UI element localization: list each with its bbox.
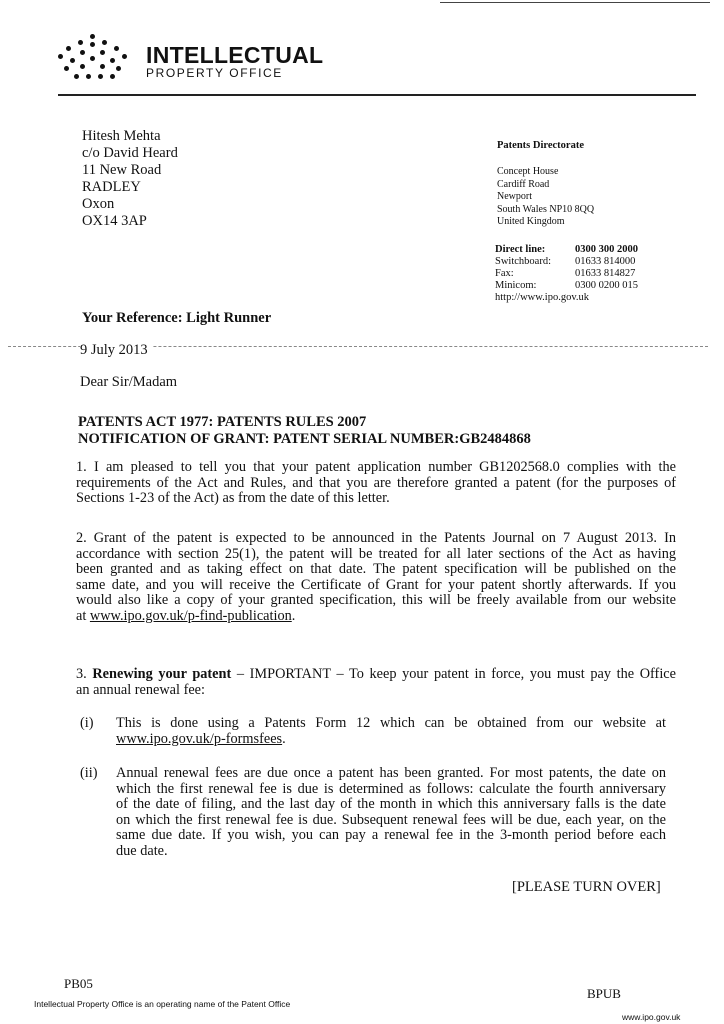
paragraph-line: 2. Grant of the patent is expected to be announced in the Patents Journal on 7 August 2013. In <box>76 530 676 546</box>
sender-address <box>497 166 594 229</box>
heading-line-1: PATENTS ACT 1977: PATENTS RULES 2007 <box>78 414 367 430</box>
top-edge-line <box>440 2 710 3</box>
paragraph-line <box>76 609 676 625</box>
header-divider <box>58 94 696 96</box>
letter-date: 9 July 2013 <box>80 342 152 359</box>
form-code-left: PB05 <box>64 976 93 991</box>
recipient-line: RADLEY <box>82 179 141 195</box>
contact-label: Switchboard: <box>495 256 551 267</box>
text-fragment: . <box>291 607 296 624</box>
paragraph-line: an annual renewal fee: <box>76 681 205 698</box>
sender-address-line: Newport <box>497 191 532 202</box>
paragraph-1 <box>76 460 676 507</box>
text-fragment: . <box>282 730 286 747</box>
recipient-line: 11 New Road <box>82 162 162 178</box>
recipient-line: Oxon <box>82 196 115 212</box>
paragraph-line: of the date of filing, and the last day of the month in which this anniversary falls is the date <box>116 796 666 812</box>
form-code-right: BPUB <box>587 986 621 1001</box>
forms-fees-link[interactable]: www.ipo.gov.uk/p-formsfees <box>116 730 283 747</box>
turn-over-note: [PLEASE TURN OVER] <box>512 879 661 895</box>
paragraph-line: same due date. If you wish, you can pay a renewal fee in the 3-month period before each <box>116 827 666 843</box>
your-reference: Your Reference: Light Runner <box>82 310 272 326</box>
contact-value: 0300 300 2000 <box>575 244 638 255</box>
directorate-title: Patents Directorate <box>497 140 584 151</box>
sender-address-line: United Kingdom <box>497 216 565 227</box>
paragraph-2 <box>76 531 676 624</box>
paragraph-3 <box>76 667 676 698</box>
paragraph-line: would also like a copy of your granted specification, this will be freely available from our website <box>76 592 676 608</box>
contact-row <box>495 256 638 268</box>
contact-row <box>495 280 638 292</box>
paragraph-line: requirements of the Act and Rules, and that you are therefore granted a patent (for the purposes of <box>76 474 676 491</box>
letter-heading <box>78 414 531 448</box>
paragraph-line: This is done using a Patents Form 12 which can be obtained from our website at <box>116 715 666 731</box>
contact-label: Fax: <box>495 268 514 279</box>
salutation: Dear Sir/Madam <box>80 374 178 390</box>
website-link[interactable]: http://www.ipo.gov.uk <box>495 292 590 303</box>
paragraph-line: 1. I am pleased to tell you that your patent application number GB1202568.0 complies with the <box>76 459 676 475</box>
paragraph-line: due date. <box>116 842 168 859</box>
recipient-line: Hitesh Mehta <box>82 128 161 144</box>
contact-value: 01633 814827 <box>575 268 636 279</box>
contact-details <box>495 244 638 304</box>
text-fragment: – IMPORTANT – To keep your patent in force, you must pay the Office <box>231 666 676 682</box>
recipient-line: c/o David Heard <box>82 145 178 161</box>
contact-label: Minicom: <box>495 280 537 291</box>
heading-line-2: NOTIFICATION OF GRANT: PATENT SERIAL NUMBER:GB2484868 <box>78 431 531 447</box>
paragraph-line: Sections 1-23 of the Act) as from the date of this letter. <box>76 490 390 506</box>
sender-address-line: South Wales NP10 8QQ <box>497 203 595 215</box>
org-subtitle: PROPERTY OFFICE <box>146 66 283 80</box>
item-body <box>116 716 666 747</box>
ipo-logo-icon <box>56 34 128 80</box>
paragraph-line: which the first renewal fee is due is determined as follows: calculate the fourth anniversary <box>116 780 666 797</box>
sender-address-line: Concept House <box>497 166 559 177</box>
paragraph-line <box>76 667 676 683</box>
paragraph-number: 3. <box>76 666 93 682</box>
recipient-address <box>82 128 178 230</box>
paragraph-line: Annual renewal fees are due once a patent has been granted. For most patents, the date on <box>116 765 666 781</box>
org-name: INTELLECTUAL <box>146 42 324 68</box>
find-publication-link[interactable]: www.ipo.gov.uk/p-find-publication <box>89 607 292 624</box>
contact-label: Direct line: <box>495 244 546 255</box>
contact-value: 0300 0200 015 <box>575 280 638 291</box>
footer-note: Intellectual Property Office is an operating name of the Patent Office <box>34 999 291 1009</box>
contact-value: 01633 814000 <box>575 256 636 267</box>
item-number: (ii) <box>80 765 98 781</box>
renewing-heading: Renewing your patent <box>92 666 232 682</box>
footer-url-link[interactable]: www.ipo.gov.uk <box>622 1012 681 1022</box>
sender-address-line: Cardiff Road <box>497 178 550 190</box>
item-number: (i) <box>80 715 94 731</box>
paragraph-line: same date, and you will receive the Certificate of Grant for your patent shortly afterwards. If you <box>76 576 676 593</box>
item-body <box>116 766 666 859</box>
paragraph-line: on which the first renewal fee is due. Subsequent renewal fees will be due, each year, on the <box>116 811 666 828</box>
text-fragment: at <box>76 607 90 624</box>
contact-row <box>495 244 638 256</box>
contact-row <box>495 268 638 280</box>
recipient-line: OX14 3AP <box>82 213 147 229</box>
paragraph-line: accordance with section 25(1), the patent will be treated for all later sections of the Act as having <box>76 545 676 562</box>
paragraph-line: been granted and as taking effect on that date. The patent specification will be published on the <box>76 561 676 577</box>
